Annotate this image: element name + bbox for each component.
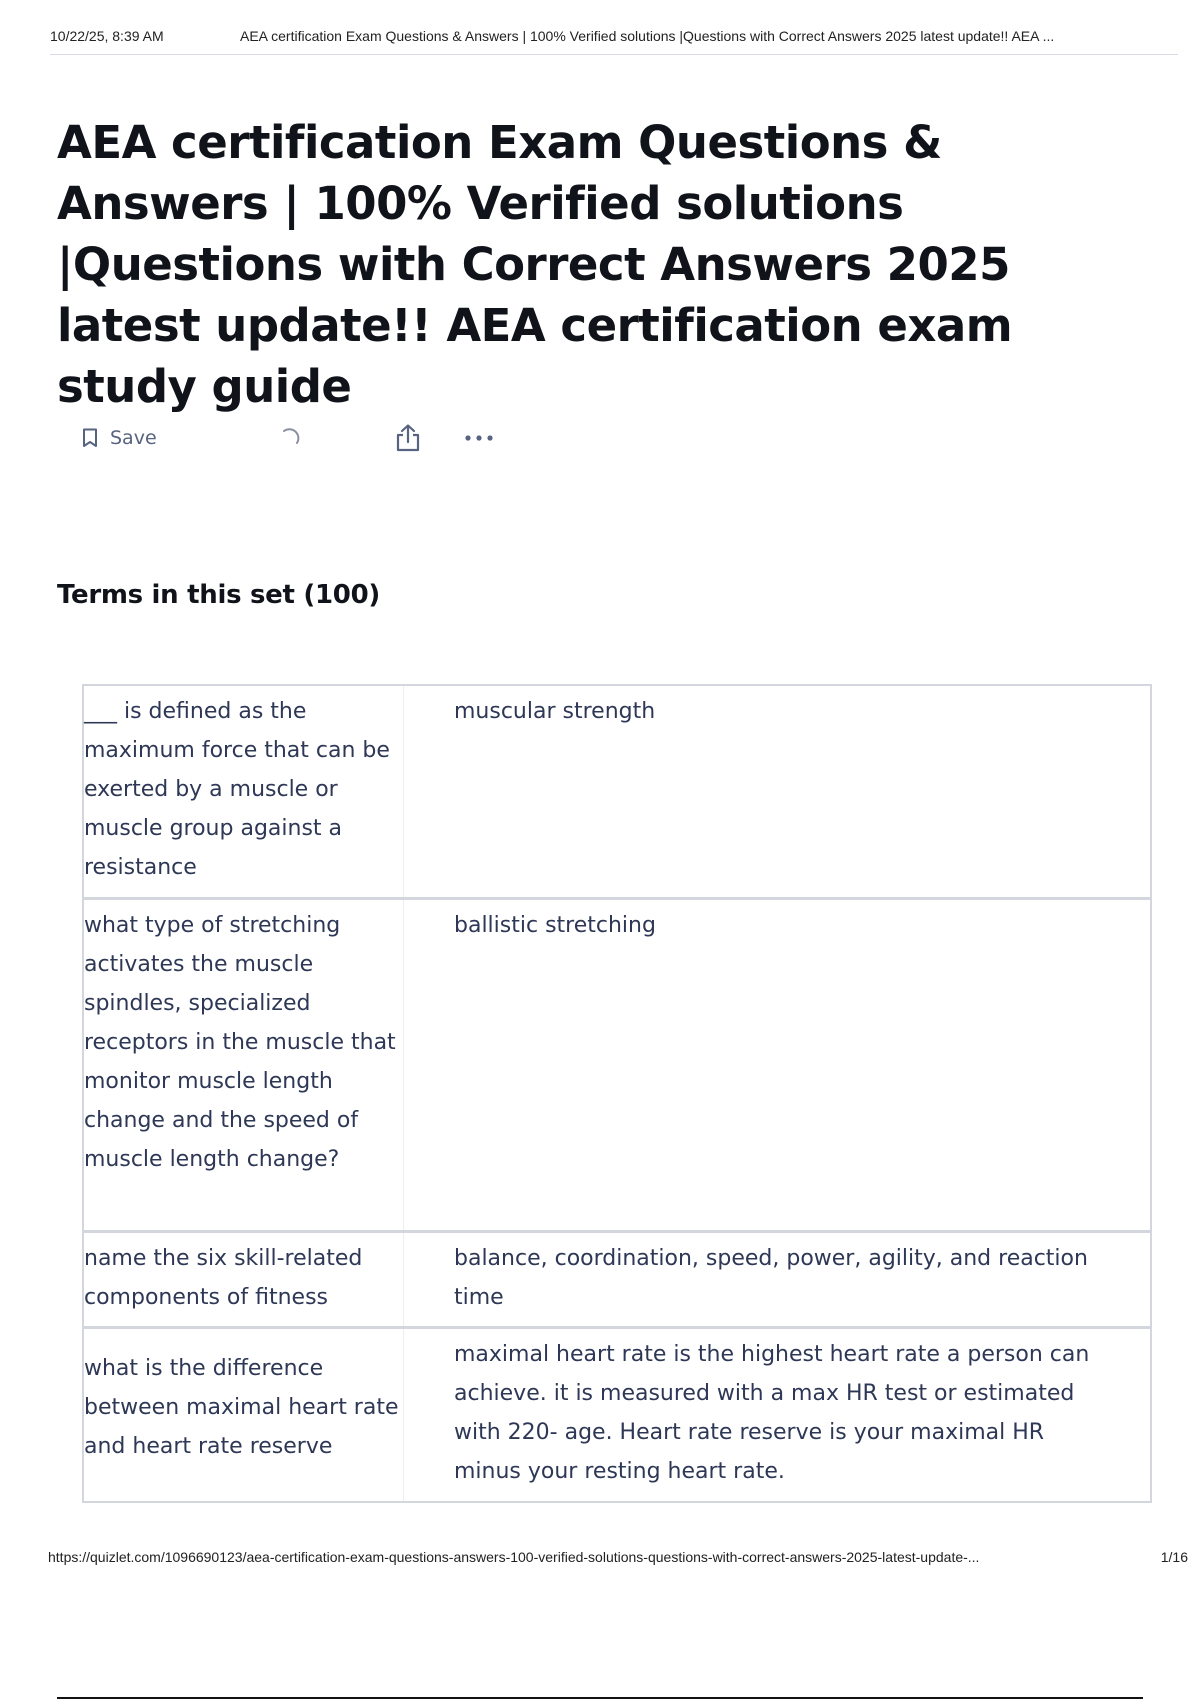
share-button[interactable] bbox=[394, 418, 422, 458]
term-text: what is the difference between maximal heart rate and heart rate reserve bbox=[84, 1329, 404, 1501]
save-button[interactable] bbox=[82, 418, 157, 458]
term-text: what type of stretching activates the muscle spindles, specialized receptors in the muscle that monitor muscle length change and the speed of muscle length change? bbox=[84, 900, 404, 1230]
definition-text: ballistic stretching bbox=[454, 913, 656, 938]
save-label: Save bbox=[110, 427, 157, 449]
term-row bbox=[82, 1327, 1152, 1503]
terms-table bbox=[82, 684, 1152, 1503]
print-header bbox=[50, 28, 1178, 55]
bookmark-icon bbox=[82, 428, 98, 448]
terms-heading: Terms in this set (100) bbox=[57, 580, 380, 610]
print-url: https://quizlet.com/1096690123/aea-certification-exam-questions-answers-100-verified-solutions-questions-with-correct-answers-2025-latest-update-... bbox=[48, 1549, 980, 1565]
print-footer bbox=[48, 1549, 1188, 1565]
loading-spinner bbox=[278, 418, 302, 458]
page-indicator: 1/16 bbox=[1160, 1549, 1188, 1565]
page-divider bbox=[57, 1697, 1143, 1699]
definition-text: muscular strength bbox=[454, 699, 656, 724]
term-row bbox=[82, 684, 1152, 898]
share-icon bbox=[394, 423, 422, 453]
print-datetime: 10/22/25, 8:39 AM bbox=[50, 28, 164, 44]
definition-text: balance, coordination, speed, power, agility, and reaction time bbox=[454, 1246, 1088, 1310]
loading-spinner-icon bbox=[278, 426, 302, 450]
more-options-icon bbox=[464, 434, 494, 442]
term-text: name the six skill-related components of fitness bbox=[84, 1233, 404, 1326]
definition-text: maximal heart rate is the highest heart rate a person can achieve. it is measured with a max HR test or estimated with 220- age. Heart rate reserve is your maximal HR minus your resting heart rate. bbox=[454, 1342, 1090, 1484]
print-doc-title: AEA certification Exam Questions & Answers | 100% Verified solutions |Questions with Correct Answers 2025 latest update!! AEA ... bbox=[240, 28, 1055, 44]
term-text: ___ is defined as the maximum force that can be exerted by a muscle or muscle group against a resistance bbox=[84, 686, 404, 897]
more-options-button[interactable] bbox=[464, 418, 494, 458]
page-title: AEA certification Exam Questions & Answers | 100% Verified solutions |Questions with Correct Answers 2025 latest update!! AEA certification exam study guide bbox=[57, 116, 1013, 413]
term-row bbox=[82, 1231, 1152, 1327]
term-row bbox=[82, 898, 1152, 1231]
